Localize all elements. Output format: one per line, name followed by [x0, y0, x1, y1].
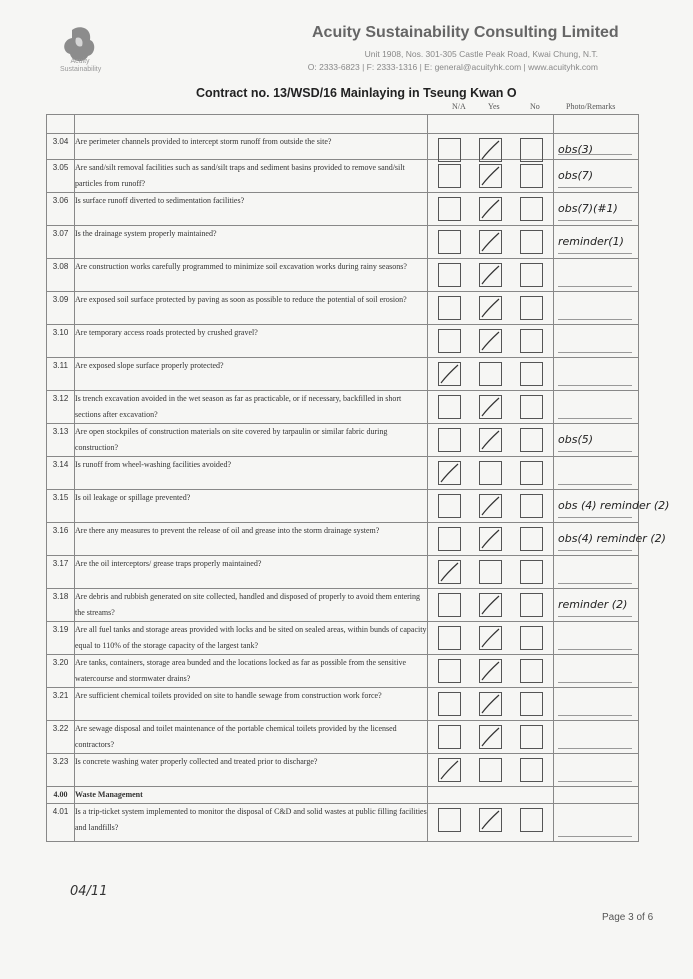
checkbox-no[interactable] — [520, 428, 543, 452]
item-number: 3.13 — [47, 424, 75, 457]
check-boxes — [428, 655, 554, 688]
check-mark-icon — [480, 809, 501, 831]
check-mark-icon — [480, 198, 501, 220]
remarks-cell — [554, 655, 639, 688]
check-mark-icon — [480, 594, 501, 616]
item-question: Is concrete washing water properly collected and treated prior to discharge? — [75, 754, 428, 787]
table-row — [47, 622, 639, 655]
table-row — [47, 721, 639, 754]
checkbox-yes[interactable] — [479, 362, 502, 386]
check-boxes — [428, 193, 554, 226]
item-question: Are the oil interceptors/ grease traps properly maintained? — [75, 556, 428, 589]
checkbox-yes[interactable] — [479, 626, 502, 650]
remarks-cell — [554, 424, 639, 457]
checkbox-na[interactable] — [438, 362, 461, 386]
checkbox-no[interactable] — [520, 725, 543, 749]
check-mark-icon — [439, 462, 460, 484]
check-mark-icon — [480, 231, 501, 253]
checkbox-na[interactable] — [438, 725, 461, 749]
checkbox-no[interactable] — [520, 527, 543, 551]
table-row — [47, 292, 639, 325]
col-na: N/A — [452, 102, 466, 111]
checkbox-no[interactable] — [520, 329, 543, 353]
check-boxes — [428, 391, 554, 424]
item-number: 3.11 — [47, 358, 75, 391]
section-row — [47, 787, 639, 804]
check-boxes — [428, 556, 554, 589]
item-number: 3.16 — [47, 523, 75, 556]
check-mark-icon — [480, 165, 501, 187]
checkbox-yes[interactable] — [479, 560, 502, 584]
table-row — [47, 259, 639, 292]
checkbox-no[interactable] — [520, 659, 543, 683]
checkbox-na[interactable] — [438, 197, 461, 221]
checkbox-yes[interactable] — [479, 428, 502, 452]
remarks-cell — [554, 721, 639, 754]
item-number: 3.12 — [47, 391, 75, 424]
checkbox-no[interactable] — [520, 197, 543, 221]
item-number: 3.05 — [47, 160, 75, 193]
handwritten-remark: reminder (2) — [558, 598, 628, 611]
checkbox-yes[interactable] — [479, 329, 502, 353]
table-row — [47, 325, 639, 358]
remarks-cell — [554, 358, 639, 391]
check-mark-icon — [480, 726, 501, 748]
table-row — [47, 655, 639, 688]
checkbox-no[interactable] — [520, 494, 543, 518]
table-row — [47, 358, 639, 391]
table-row — [47, 391, 639, 424]
section-title: Waste Management — [75, 787, 428, 804]
table-row — [47, 589, 639, 622]
item-number: 3.14 — [47, 457, 75, 490]
check-mark-icon — [439, 759, 460, 781]
checkbox-no[interactable] — [520, 593, 543, 617]
checkbox-na[interactable] — [438, 494, 461, 518]
check-boxes — [428, 589, 554, 622]
remarks-cell — [554, 754, 639, 787]
checkbox-no[interactable] — [520, 560, 543, 584]
item-number: 3.22 — [47, 721, 75, 754]
table-row — [47, 457, 639, 490]
table-row — [47, 688, 639, 721]
item-question: Is surface runoff diverted to sedimentation facilities? — [75, 193, 428, 226]
table-row — [47, 424, 639, 457]
check-boxes — [428, 804, 554, 842]
checkbox-yes[interactable] — [479, 395, 502, 419]
check-boxes — [428, 160, 554, 193]
item-number: 3.07 — [47, 226, 75, 259]
checkbox-no[interactable] — [520, 808, 543, 832]
checkbox-yes[interactable] — [479, 527, 502, 551]
check-boxes — [428, 226, 554, 259]
table-row — [47, 490, 639, 523]
check-boxes — [428, 490, 554, 523]
item-number: 3.04 — [47, 134, 75, 160]
checklist-table — [46, 114, 670, 842]
item-question: Are sufficient chemical toilets provided on site to handle sewage from construction work force? — [75, 688, 428, 721]
check-boxes — [428, 721, 554, 754]
check-mark-icon — [480, 330, 501, 352]
item-number: 3.21 — [47, 688, 75, 721]
check-mark-icon — [480, 528, 501, 550]
checkbox-na[interactable] — [438, 230, 461, 254]
checkbox-na[interactable] — [438, 263, 461, 287]
table-row — [47, 160, 639, 193]
item-question: Are sewage disposal and toilet maintenance of the portable chemical toilets provided by the licensed contractors? — [75, 721, 428, 754]
handwritten-remark: obs(7)(#1) — [558, 202, 618, 215]
check-mark-icon — [480, 693, 501, 715]
checkbox-yes[interactable] — [479, 494, 502, 518]
checkbox-no[interactable] — [520, 362, 543, 386]
item-question: Are sand/silt removal facilities such as sand/silt traps and sediment basins provided to remove sand/silt particles from runoff? — [75, 160, 428, 193]
table-row — [47, 523, 639, 556]
checkbox-yes[interactable] — [479, 296, 502, 320]
col-yes: Yes — [488, 102, 500, 111]
check-boxes — [428, 523, 554, 556]
item-number: 3.17 — [47, 556, 75, 589]
remarks-cell — [554, 589, 639, 622]
item-number: 3.19 — [47, 622, 75, 655]
remarks-cell — [554, 391, 639, 424]
table-row — [47, 193, 639, 226]
remarks-cell — [554, 292, 639, 325]
item-question: Are open stockpiles of construction materials on site covered by tarpaulin or similar fabric during construction? — [75, 424, 428, 457]
checkbox-no[interactable] — [520, 138, 543, 162]
item-number: 3.20 — [47, 655, 75, 688]
check-boxes — [428, 259, 554, 292]
handwritten-remark: reminder(1) — [558, 235, 624, 248]
checkbox-yes[interactable] — [479, 197, 502, 221]
checkbox-no[interactable] — [520, 626, 543, 650]
item-question: Are temporary access roads protected by crushed gravel? — [75, 325, 428, 358]
check-boxes — [428, 424, 554, 457]
remarks-cell — [554, 226, 639, 259]
checkbox-yes[interactable] — [479, 230, 502, 254]
item-question: Are debris and rubbish generated on site collected, handled and disposed of properly to avoid them entering the streams? — [75, 589, 428, 622]
item-number: 3.06 — [47, 193, 75, 226]
handwritten-date: 04/11 — [70, 884, 108, 899]
remarks-cell — [554, 490, 670, 523]
handwritten-remark: obs(4) reminder (2) — [558, 532, 666, 545]
checkbox-yes[interactable] — [479, 659, 502, 683]
check-boxes — [428, 134, 554, 160]
check-mark-icon — [480, 139, 501, 161]
item-question: Are construction works carefully programmed to minimize soil excavation works during rainy seasons? — [75, 259, 428, 292]
checkbox-no[interactable] — [520, 296, 543, 320]
check-mark-icon — [439, 561, 460, 583]
check-boxes — [428, 754, 554, 787]
checkbox-na[interactable] — [438, 329, 461, 353]
check-boxes — [428, 688, 554, 721]
item-question: Is a trip-ticket system implemented to monitor the disposal of C&D and solid wastes at public filling facilities and landfills? — [75, 804, 428, 842]
check-mark-icon — [480, 495, 501, 517]
item-question: Is oil leakage or spillage prevented? — [75, 490, 428, 523]
table-row — [47, 556, 639, 589]
checkbox-na[interactable] — [438, 808, 461, 832]
handwritten-remark: obs(7) — [558, 169, 594, 182]
item-number: 3.23 — [47, 754, 75, 787]
checkbox-na[interactable] — [438, 626, 461, 650]
checkbox-no[interactable] — [520, 230, 543, 254]
checkbox-na[interactable] — [438, 692, 461, 716]
checkbox-yes[interactable] — [479, 692, 502, 716]
item-question: Is the drainage system properly maintained? — [75, 226, 428, 259]
handwritten-remark: obs (4) reminder (2) — [558, 499, 670, 512]
item-question: Is trench excavation avoided in the wet season as far as practicable, or if necessary, backfilled in short sections after excavation? — [75, 391, 428, 424]
table-row — [47, 134, 639, 160]
remarks-cell — [554, 804, 639, 842]
check-boxes — [428, 457, 554, 490]
col-remarks: Photo/Remarks — [566, 102, 616, 111]
remarks-cell — [554, 134, 639, 160]
remarks-cell — [554, 160, 639, 193]
checkbox-na[interactable] — [438, 560, 461, 584]
checkbox-no[interactable] — [520, 758, 543, 782]
check-mark-icon — [480, 627, 501, 649]
item-question: Are tanks, containers, storage area bunded and the locations locked as far as possible from the sensitive watercourse and stormwater drains? — [75, 655, 428, 688]
checkbox-yes[interactable] — [479, 725, 502, 749]
item-question: Are exposed soil surface protected by paving as soon as possible to reduce the potential of soil erosion? — [75, 292, 428, 325]
checkbox-yes[interactable] — [479, 758, 502, 782]
item-question: Are exposed slope surface properly protected? — [75, 358, 428, 391]
item-number: 3.10 — [47, 325, 75, 358]
company-name: Acuity Sustainability Consulting Limited — [312, 24, 619, 41]
checkbox-na[interactable] — [438, 758, 461, 782]
section-number: 4.00 — [47, 787, 75, 804]
checkbox-yes[interactable] — [479, 593, 502, 617]
check-boxes — [428, 622, 554, 655]
contract-title: Contract no. 13/WSD/16 Mainlaying in Tseung Kwan O — [196, 86, 517, 100]
checkbox-no[interactable] — [520, 164, 543, 188]
remarks-cell — [554, 457, 639, 490]
remarks-cell — [554, 193, 639, 226]
checkbox-yes[interactable] — [479, 263, 502, 287]
item-question: Are there any measures to prevent the release of oil and grease into the storm drainage system? — [75, 523, 428, 556]
check-mark-icon — [480, 429, 501, 451]
item-number: 4.01 — [47, 804, 75, 842]
col-no: No — [530, 102, 540, 111]
checkbox-yes[interactable] — [479, 164, 502, 188]
item-question: Is runoff from wheel-washing facilities avoided? — [75, 457, 428, 490]
handwritten-remark: obs(3) — [558, 143, 594, 156]
company-address: Unit 1908, Nos. 301-305 Castle Peak Road, Kwai Chung, N.T. O: 2333-6823 | F: 2333-1316 | E: general@acuityhk.com | www.acuityhk.com — [307, 49, 598, 72]
logo-text: Acuity Sustainability — [60, 58, 102, 73]
remarks-cell — [554, 688, 639, 721]
checkbox-na[interactable] — [438, 164, 461, 188]
check-mark-icon — [480, 660, 501, 682]
item-number: 3.09 — [47, 292, 75, 325]
checkbox-no[interactable] — [520, 263, 543, 287]
page-number: Page 3 of 6 — [602, 912, 654, 923]
checkbox-na[interactable] — [438, 659, 461, 683]
remarks-cell — [554, 259, 639, 292]
remarks-cell — [554, 523, 666, 556]
check-mark-icon — [480, 264, 501, 286]
check-boxes — [428, 292, 554, 325]
check-boxes — [428, 325, 554, 358]
item-number: 3.15 — [47, 490, 75, 523]
check-mark-icon — [439, 363, 460, 385]
remarks-cell — [554, 556, 639, 589]
checkbox-na[interactable] — [438, 296, 461, 320]
checkbox-na[interactable] — [438, 527, 461, 551]
checkbox-na[interactable] — [438, 395, 461, 419]
checkbox-no[interactable] — [520, 692, 543, 716]
checkbox-no[interactable] — [520, 395, 543, 419]
remarks-cell — [554, 622, 639, 655]
item-question: Are all fuel tanks and storage areas provided with locks and be sited on sealed areas, within bunds of capacity equal to 110% of the storage capacity of the largest tank? — [75, 622, 428, 655]
checkbox-no[interactable] — [520, 461, 543, 485]
table-row — [47, 226, 639, 259]
check-mark-icon — [480, 297, 501, 319]
handwritten-remark: obs(5) — [558, 433, 594, 446]
item-number: 3.18 — [47, 589, 75, 622]
table-row — [47, 754, 639, 787]
check-boxes — [428, 358, 554, 391]
checkbox-na[interactable] — [438, 593, 461, 617]
table-row — [47, 804, 639, 842]
checkbox-na[interactable] — [438, 138, 461, 162]
checkbox-na[interactable] — [438, 428, 461, 452]
checkbox-yes[interactable] — [479, 808, 502, 832]
item-question: Are perimeter channels provided to intercept storm runoff from outside the site? — [75, 134, 428, 160]
item-number: 3.08 — [47, 259, 75, 292]
checkbox-yes[interactable] — [479, 138, 502, 162]
checkbox-yes[interactable] — [479, 461, 502, 485]
remarks-cell — [554, 325, 639, 358]
checkbox-na[interactable] — [438, 461, 461, 485]
check-mark-icon — [480, 396, 501, 418]
